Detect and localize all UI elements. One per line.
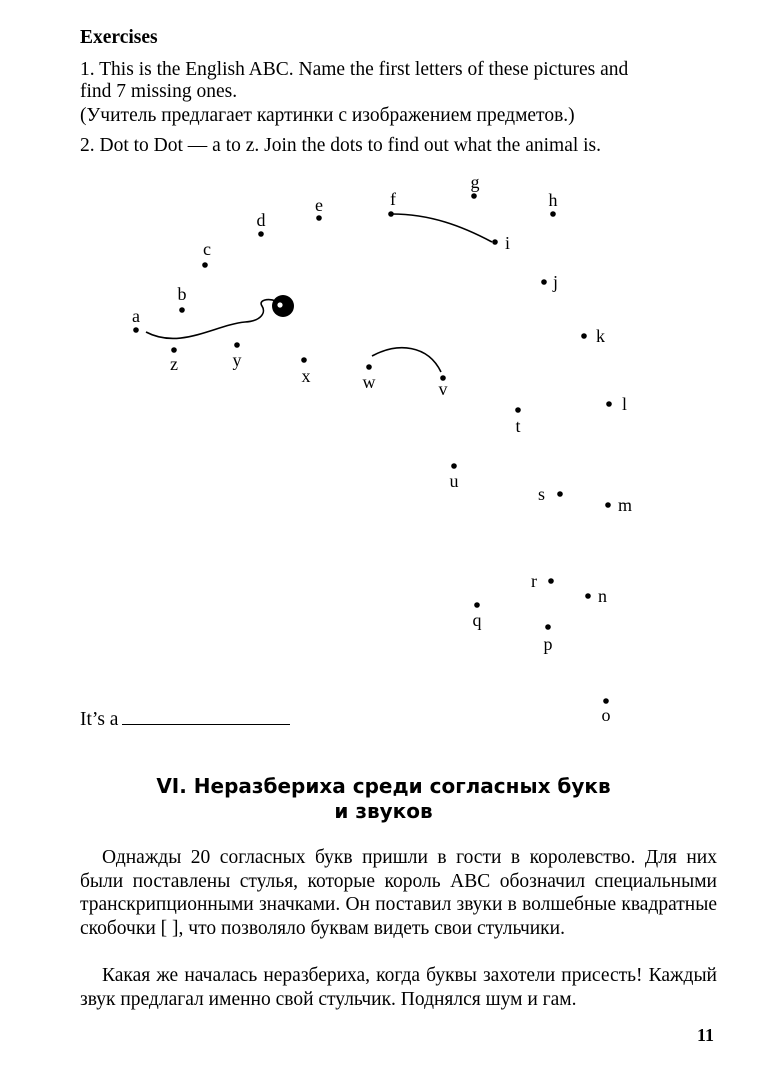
dot-label-n: n [598, 586, 607, 606]
dot-label-k: k [596, 326, 605, 346]
dot-b[interactable] [179, 307, 185, 313]
dot-label-e: e [315, 195, 323, 215]
teacher-note: (Учитель предлагает картинки с изображением предметов.) [80, 105, 575, 126]
exercise-2-text: 2. Dot to Dot — a to z. Join the dots to find out what the animal is. [80, 135, 602, 156]
dot-d[interactable] [258, 231, 264, 237]
section-title-line-1: VI. Неразбериха среди согласных букв [156, 774, 611, 798]
dot-n[interactable] [585, 593, 591, 599]
dot-l[interactable] [606, 401, 612, 407]
dot-x[interactable] [301, 357, 307, 363]
dot-i[interactable] [492, 239, 498, 245]
dot-t[interactable] [515, 407, 521, 413]
dot-label-d: d [256, 210, 266, 230]
exercise-1-line-2: find 7 missing ones. [80, 81, 238, 102]
dot-label-p: p [543, 634, 553, 654]
dot-label-t: t [515, 416, 521, 436]
leg-stroke [372, 348, 441, 372]
dot-w[interactable] [366, 364, 372, 370]
dot-label-l: l [622, 394, 628, 414]
dot-label-a: a [132, 306, 140, 326]
dot-q[interactable] [474, 602, 480, 608]
dot-label-m: m [618, 495, 633, 515]
dot-label-i: i [505, 233, 511, 253]
back-stroke [392, 214, 492, 242]
eye-icon [272, 295, 294, 317]
dot-f[interactable] [388, 211, 394, 217]
dot-r[interactable] [548, 578, 554, 584]
dot-label-z: z [170, 354, 178, 374]
dot-label-h: h [548, 190, 558, 210]
dot-label-v: v [438, 379, 448, 399]
paragraph-1: Однажды 20 согласных букв пришли в гости в королевство. Для них были поставлены стулья, которые король ABC обозначил специальными транскрипционными значками. Он поставил звуки в волшебные квадратные скобочки [ ], что позволяло буквам видеть свои стульчики. [80, 847, 717, 939]
dot-label-c: c [203, 239, 211, 259]
dot-a[interactable] [133, 327, 139, 333]
dot-e[interactable] [316, 215, 322, 221]
dot-label-w: w [362, 372, 376, 392]
dot-label-q: q [472, 610, 482, 630]
eye-highlight [277, 302, 282, 307]
section-title-line-2: и звуков [334, 799, 433, 823]
dot-k[interactable] [581, 333, 587, 339]
dot-label-s: s [537, 484, 545, 504]
dot-m[interactable] [605, 502, 611, 508]
dot-layer [132, 172, 632, 725]
page-number: 11 [697, 1025, 715, 1045]
tail-stroke [146, 300, 276, 339]
paragraph-2: Какая же началась неразбериха, когда буквы захотели присесть! Каждый звук предлагал именно свой стульчик. Поднялся шум и гам. [80, 965, 717, 1010]
dot-label-f: f [390, 189, 396, 209]
dot-p[interactable] [545, 624, 551, 630]
dot-label-r: r [531, 571, 537, 591]
dot-g[interactable] [471, 193, 477, 199]
dot-c[interactable] [202, 262, 208, 268]
dot-h[interactable] [550, 211, 556, 217]
dot-y[interactable] [234, 342, 240, 348]
exercise-1-line-1: 1. This is the English ABC. Name the first letters of these pictures and [80, 59, 629, 80]
dot-s[interactable] [557, 491, 563, 497]
dot-label-j: j [553, 272, 559, 292]
dot-label-y: y [232, 350, 242, 370]
dot-label-g: g [470, 172, 480, 192]
dot-o[interactable] [603, 698, 609, 704]
dot-label-b: b [177, 284, 187, 304]
answer-blank[interactable] [122, 706, 290, 725]
exercises-heading: Exercises [80, 27, 158, 48]
dot-u[interactable] [451, 463, 457, 469]
answer-prompt: It’s a [80, 709, 119, 730]
dot-label-u: u [449, 471, 459, 491]
answer-line [80, 706, 290, 732]
dot-z[interactable] [171, 347, 177, 353]
dot-label-o: o [601, 705, 611, 725]
dot-label-x: x [301, 366, 311, 386]
dot-j[interactable] [541, 279, 547, 285]
